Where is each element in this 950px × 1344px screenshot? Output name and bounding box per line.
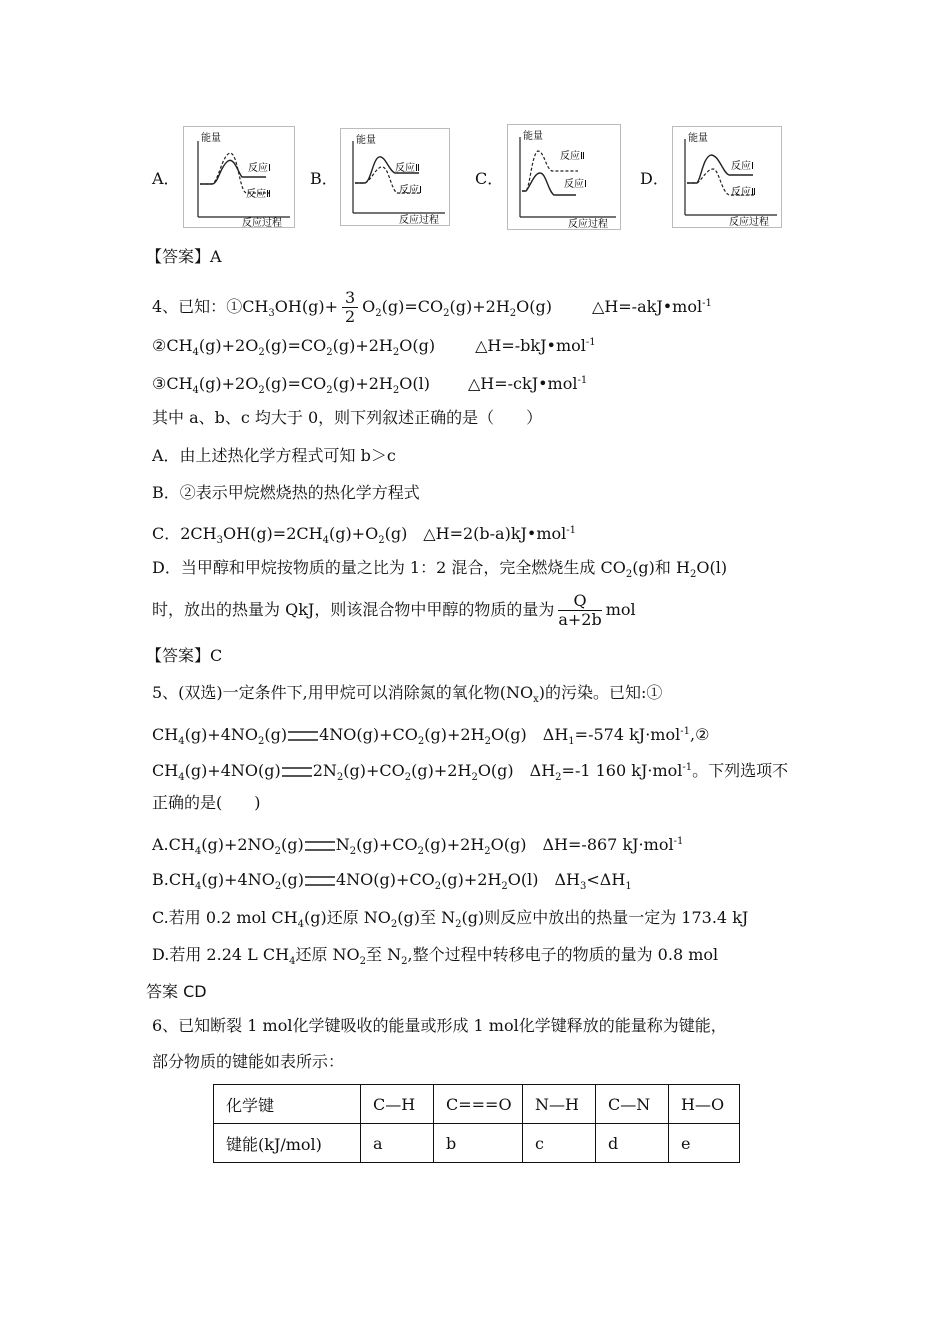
- choice-b-label: B．: [310, 169, 338, 188]
- table-cell: C—N: [596, 1085, 669, 1124]
- table-cell: d: [596, 1124, 669, 1163]
- curve-label-1: 反应Ⅰ: [248, 163, 271, 174]
- table-cell: e: [669, 1124, 740, 1163]
- curve-label-1: 反应Ⅱ: [560, 151, 585, 162]
- q4-option-b: B．②表示甲烷燃烧热的热化学方程式: [152, 483, 420, 502]
- fraction-q-over-a-2b: $\frac{Q}{a+2b}$: [558, 591, 602, 629]
- equal-sign-bar: [305, 876, 335, 886]
- energy-diagram-c: [507, 124, 621, 230]
- curve-label-2: 反应Ⅱ: [246, 189, 271, 200]
- curve-label-2: 反应Ⅰ: [399, 185, 422, 196]
- q4-eq1: 4、已知：$①CH_3OH(g)+$ $\frac{3}{2}$ $O_2(g)=CO_2(g)+2H_2O(g)$ △H=-akJ•mol$^{-1}$: [152, 288, 712, 326]
- table-cell: 化学键: [214, 1085, 361, 1124]
- bond-energy-table: [213, 1084, 740, 1163]
- energy-diagram-b: [340, 128, 450, 226]
- q4-option-d-cont: 时，放出的热量为 QkJ，则该混合物中甲醇的物质的量为 $\frac{Q}{a+2b}$ mol: [152, 591, 636, 629]
- q5-stem: 正确的是( ): [152, 793, 261, 812]
- choice-d-label: D．: [640, 169, 669, 188]
- curve-label-1: 反应Ⅰ: [731, 161, 754, 172]
- q4-eq3: $③CH_4(g)+2O_2(g)=CO_2(g)+2H_2O(l)$ △H=-ckJ•mol$^{-1}$: [152, 374, 588, 396]
- x-axis-label: 反应过程: [399, 215, 439, 225]
- q5-intro: 5、(双选)一定条件下,用甲烷可以消除氮的氧化物$(NO_x)$的污染。已知:①: [152, 683, 663, 705]
- table-cell: c: [523, 1124, 596, 1163]
- q3-answer: 【答案】A: [146, 247, 222, 266]
- curve-label-2: 反应Ⅱ: [731, 187, 756, 198]
- q6-line1: 6、已知断裂 1 mol化学键吸收的能量或形成 1 mol化学键释放的能量称为键能，: [152, 1016, 727, 1035]
- table-row: [214, 1124, 740, 1163]
- table-cell: C—H: [361, 1085, 434, 1124]
- equal-sign-bar: [282, 767, 312, 777]
- choice-a-label: A．: [152, 169, 180, 188]
- table-cell: b: [434, 1124, 523, 1163]
- energy-diagram-d: [672, 126, 782, 228]
- q4-eq2: $②CH_4(g)+2O_2(g)=CO_2(g)+2H_2O(g)$ △H=-bkJ•mol$^{-1}$: [152, 336, 596, 358]
- y-axis-label: 能量: [356, 135, 376, 146]
- table-cell: H—O: [669, 1085, 740, 1124]
- equal-sign-bar: [288, 731, 318, 741]
- q4-answer: 【答案】C: [146, 646, 223, 665]
- q5-option-a: $A.CH_4(g)+2NO_2(g)$ $N_2(g)+CO_2(g)+2H_2O(g)$ ΔH=-867 kJ·mol$^{-1}$: [152, 835, 684, 857]
- table-cell: 键能(kJ/mol): [214, 1124, 361, 1163]
- energy-diagram-a: [183, 126, 295, 228]
- q5-option-c: C.若用 0.2 mol $CH_4(g)$还原 $NO_2(g)$至 $N_2(g)$则反应中放出的热量一定为 173.4 kJ: [152, 908, 749, 930]
- table-cell: C===O: [434, 1085, 523, 1124]
- q6-line2: 部分物质的键能如表所示：: [152, 1052, 345, 1071]
- q4-stem: 其中 a、b、c 均大于 0，则下列叙述正确的是（ ）: [152, 408, 543, 427]
- x-axis-label: 反应过程: [568, 219, 608, 229]
- q5-answer: 答案 CD: [146, 982, 207, 1001]
- equal-sign-bar: [305, 841, 335, 851]
- y-axis-label: 能量: [523, 131, 543, 142]
- table-cell: a: [361, 1124, 434, 1163]
- y-axis-label: 能量: [201, 133, 221, 144]
- y-axis-label: 能量: [688, 133, 708, 144]
- q4-option-c: C．$2CH_3OH(g)=2CH_4(g)+O_2(g)$ △H=2(b-a)kJ•mol$^{-1}$: [152, 524, 577, 546]
- curve-label-1: 反应Ⅱ: [395, 163, 420, 174]
- table-cell: N—H: [523, 1085, 596, 1124]
- q5-eq2: $CH_4(g)+4NO(g)$ $2N_2(g)+CO_2(g)+2H_2O(g)$ $\Delta H_2=-1$ 160 kJ·mol$^{-1}$。下列选项不: [152, 761, 789, 783]
- x-axis-label: 反应过程: [729, 217, 769, 227]
- q5-option-b: $B.CH_4(g)+4NO_2(g)$ $4NO(g)+CO_2(g)+2H_2O(l)$ $\Delta H_3<\Delta H_1$: [152, 870, 632, 892]
- table-header-row: [214, 1085, 740, 1124]
- q4-option-d: D．当甲醇和甲烷按物质的量之比为 1：2 混合，完全燃烧生成 $CO_2(g)$和 $H_2O(l)$: [152, 558, 728, 580]
- curve-label-2: 反应Ⅰ: [564, 179, 587, 190]
- choice-c-label: C．: [475, 169, 504, 188]
- x-axis-label: 反应过程: [242, 218, 282, 227]
- fraction-three-halves: $\frac{3}{2}$: [342, 289, 358, 326]
- q4-option-a: A．由上述热化学方程式可知 b＞c: [152, 446, 396, 465]
- q5-option-d: D.若用 2.24 L $CH_4$还原 $NO_2$至 $N_2$,整个过程中转移电子的物质的量为 0.8 mol: [152, 945, 719, 967]
- q5-eq1: $CH_4(g)+4NO_2(g)$ $4NO(g)+CO_2(g)+2H_2O(g)$ $\Delta H_1=-574$ kJ·mol$^{-1}$,②: [152, 725, 710, 747]
